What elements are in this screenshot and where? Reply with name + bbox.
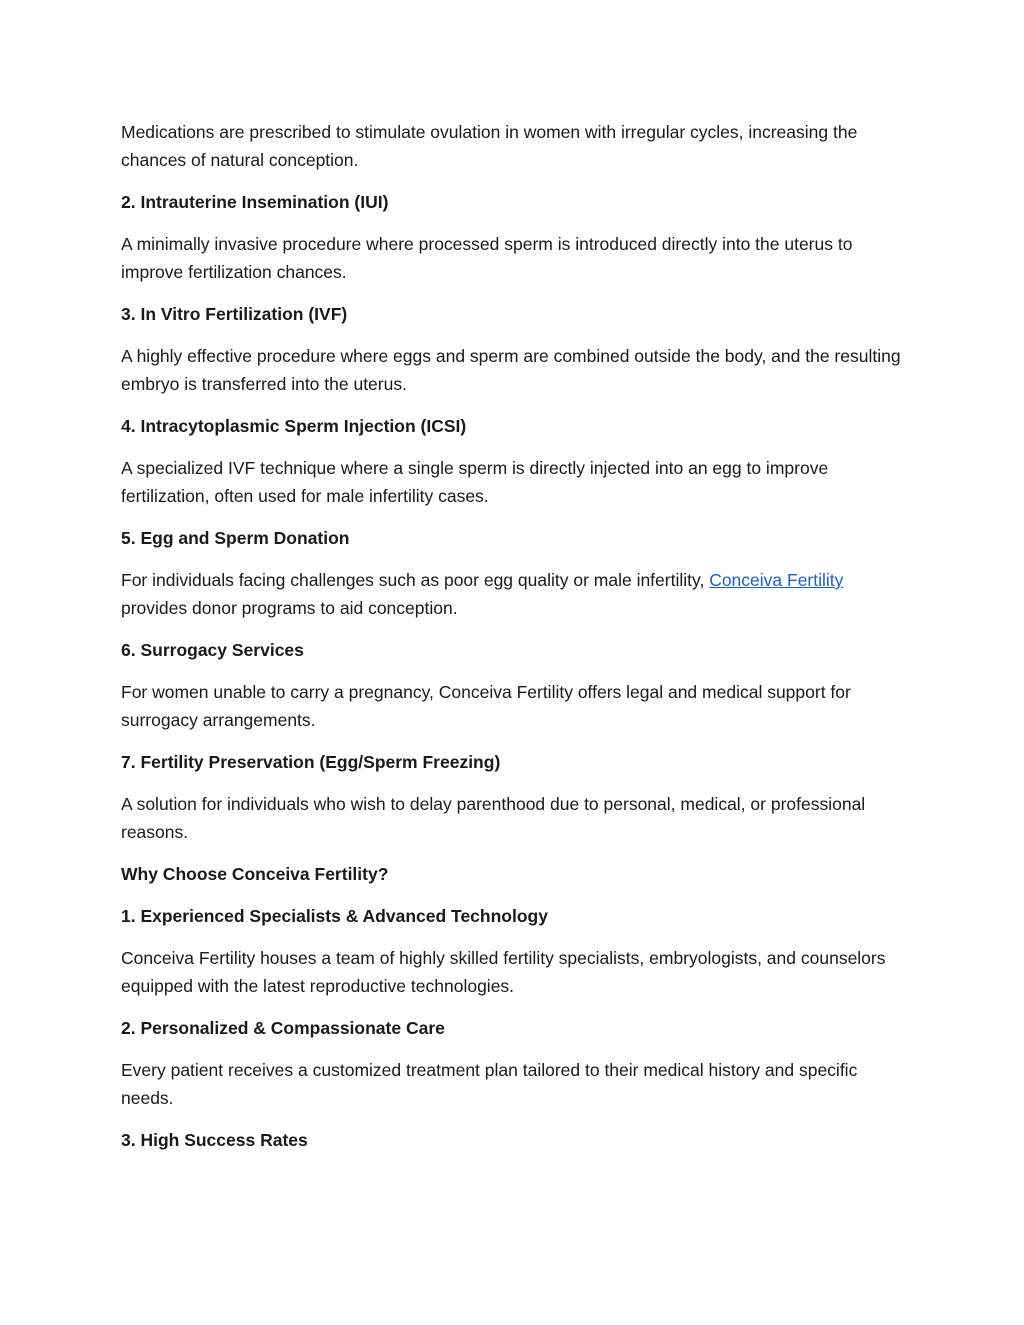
- heading-preservation: 7. Fertility Preservation (Egg/Sperm Freezing): [121, 752, 501, 772]
- paragraph-ovulation-medications: Medications are prescribed to stimulate ovulation in women with irregular cycles, increasing the chances of natural conception.: [121, 122, 858, 170]
- heading-donation: 5. Egg and Sperm Donation: [121, 528, 350, 548]
- paragraph-ivf: A highly effective procedure where eggs and sperm are combined outside the body, and the resulting embryo is transferred into the uterus.: [121, 346, 901, 394]
- document-page: [121, 118, 911, 1168]
- paragraph-icsi: A specialized IVF technique where a single sperm is directly injected into an egg to improve fertilization, often used for male infertility cases.: [121, 458, 829, 506]
- heading-surrogacy: 6. Surrogacy Services: [121, 640, 304, 660]
- heading-iui: 2. Intrauterine Insemination (IUI): [121, 192, 389, 212]
- conceiva-fertility-link[interactable]: Conceiva Fertility: [709, 570, 844, 590]
- heading-specialists: 1. Experienced Specialists & Advanced Technology: [121, 906, 548, 926]
- paragraph-specialists: Conceiva Fertility houses a team of highly skilled fertility specialists, embryologists, and counselors equipped with the latest reproductive technologies.: [121, 948, 886, 996]
- heading-icsi: 4. Intracytoplasmic Sperm Injection (ICSI): [121, 416, 467, 436]
- paragraph-donation-before: For individuals facing challenges such as poor egg quality or male infertility,: [121, 570, 710, 590]
- paragraph-iui: A minimally invasive procedure where processed sperm is introduced directly into the uterus to improve fertilization chances.: [121, 234, 853, 282]
- heading-ivf: 3. In Vitro Fertilization (IVF): [121, 304, 348, 324]
- paragraph-donation: [121, 566, 911, 622]
- paragraph-donation-after: provides donor programs to aid conception.: [121, 598, 458, 618]
- heading-success-rates: 3. High Success Rates: [121, 1130, 308, 1150]
- paragraph-surrogacy: For women unable to carry a pregnancy, Conceiva Fertility offers legal and medical support for surrogacy arrangements.: [121, 682, 851, 730]
- paragraph-personalized-care: Every patient receives a customized treatment plan tailored to their medical history and specific needs.: [121, 1060, 858, 1108]
- paragraph-preservation: A solution for individuals who wish to delay parenthood due to personal, medical, or professional reasons.: [121, 794, 866, 842]
- heading-personalized-care: 2. Personalized & Compassionate Care: [121, 1018, 445, 1038]
- heading-why-choose: Why Choose Conceiva Fertility?: [121, 864, 389, 884]
